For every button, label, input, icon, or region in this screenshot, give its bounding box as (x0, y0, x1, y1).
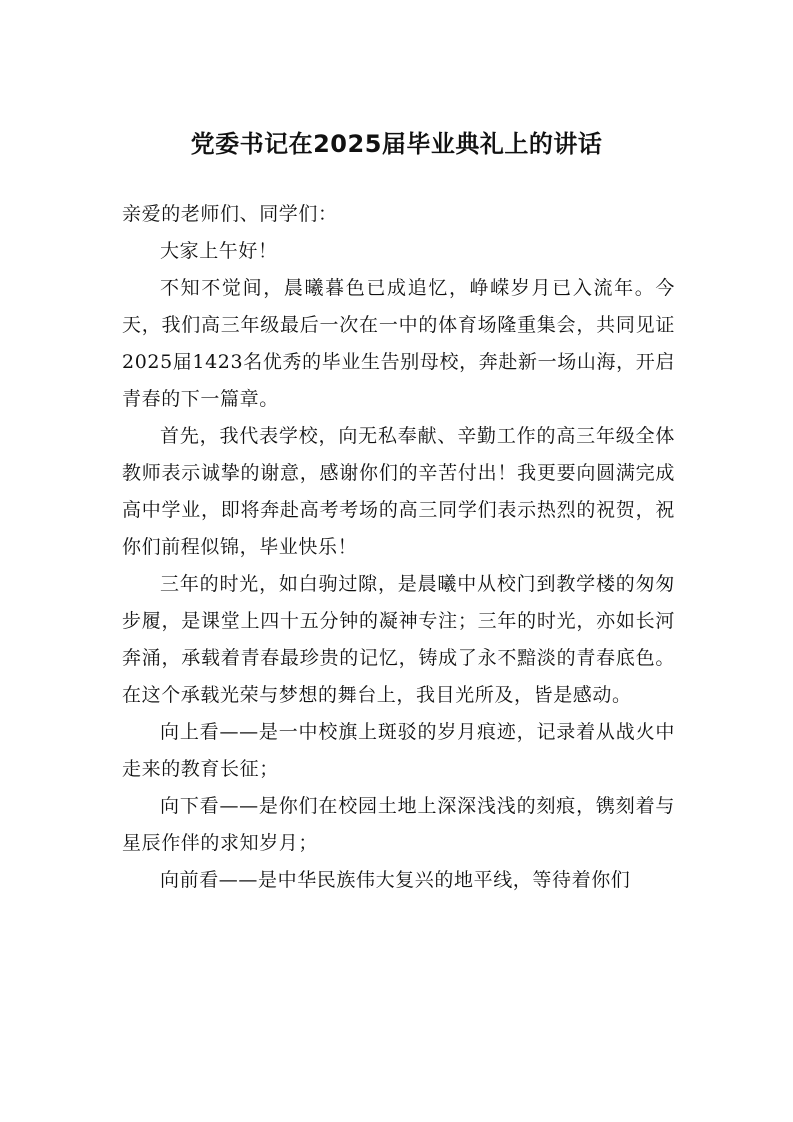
salutation: 亲爱的老师们、同学们： (122, 203, 338, 225)
paragraph: 三年的时光，如白驹过隙，是晨曦中从校门到教学楼的匆匆步履，是课堂上四十五分钟的凝神专注；三年的时光，亦如长河奔涌，承载着青春最珍贵的记忆，铸成了永不黯淡的青春底色。在这个承载光荣与梦想的舞台上，我目光所及，皆是感动。 (122, 573, 675, 706)
paragraph: 向下看——是你们在校园土地上深深浅浅的刻痕，镌刻着与星辰作伴的求知岁月； (122, 795, 675, 854)
document-title: 党委书记在2025届毕业典礼上的讲话 (190, 130, 603, 158)
document-body (122, 196, 675, 899)
paragraph: 向前看——是中华民族伟大复兴的地平线，等待着你们 (160, 869, 631, 891)
paragraph: 向上看——是一中校旗上斑驳的岁月痕迹，记录着从战火中走来的教育长征； (122, 721, 675, 780)
greeting: 大家上午好！ (160, 240, 278, 262)
paragraph: 不知不觉间，晨曦暮色已成追忆，峥嵘岁月已入流年。今天，我们高三年级最后一次在一中的体育场隆重集会，共同见证2025届1423名优秀的毕业生告别母校，奔赴新一场山海，开启青春的下一篇章。 (122, 277, 675, 410)
paragraph: 首先，我代表学校，向无私奉献、辛勤工作的高三年级全体教师表示诚挚的谢意，感谢你们的辛苦付出！我更要向圆满完成高中学业，即将奔赴高考考场的高三同学们表示热烈的祝贺，祝你们前程似锦，毕业快乐！ (122, 425, 675, 558)
